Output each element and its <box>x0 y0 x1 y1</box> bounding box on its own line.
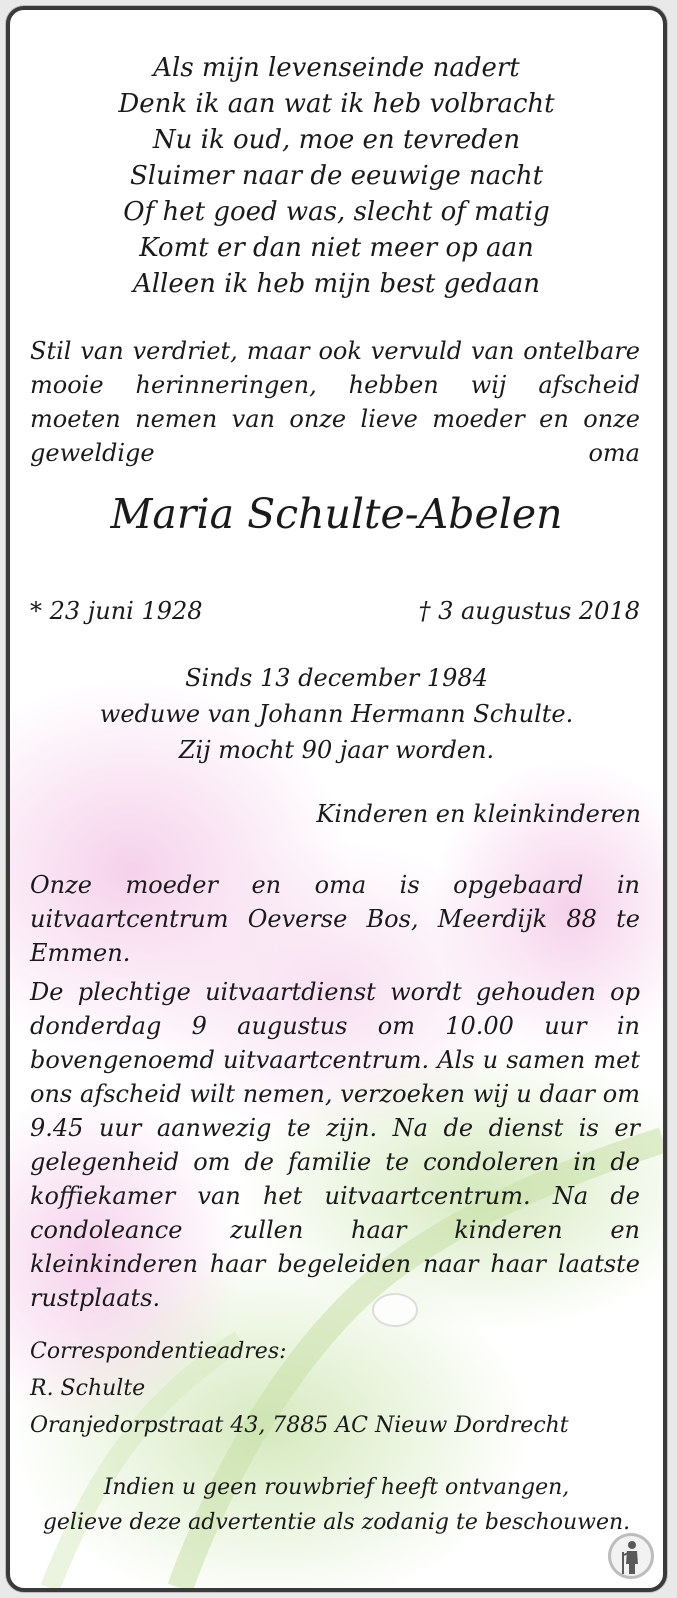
intro-text: Stil van verdriet, maar ook vervuld van ontelbare mooie herinneringen, hebben wij afscheid moeten nemen van onze lieve moeder en onze geweldige oma <box>30 337 640 467</box>
obituary-content <box>10 10 663 1588</box>
correspondence-name: R. Schulte <box>30 1376 146 1401</box>
family-signature: Kinderen en kleinkinderen <box>316 800 641 828</box>
note-line: Indien u geen rouwbrief heeft ontvangen, <box>103 1475 570 1500</box>
correspondence-address <box>30 1333 569 1444</box>
notice-note <box>10 1470 663 1540</box>
correspondence-label: Correspondentieadres: <box>30 1339 287 1364</box>
poem-line: Sluimer naar de eeuwige nacht <box>129 161 544 191</box>
birth-date: * 23 juni 1928 <box>30 597 203 625</box>
poem-line: Of het goed was, slecht of matig <box>123 197 550 227</box>
obituary-card <box>6 6 667 1592</box>
deceased-name: Maria Schulte-Abelen <box>110 490 563 538</box>
poem-line: Komt er dan niet meer op aan <box>139 233 534 263</box>
mourning-figure-icon <box>607 1532 655 1580</box>
poem <box>10 50 663 302</box>
death-date: † 3 augustus 2018 <box>418 597 640 625</box>
poem-line: Nu ik oud, moe en tevreden <box>152 125 521 155</box>
laid-out-text: Onze moeder en oma is opgebaard in uitvaartcentrum Oeverse Bos, Meerdijk 88 te Emmen. <box>30 871 640 967</box>
service-text: De plechtige uitvaartdienst wordt gehouden op donderdag 9 augustus om 10.00 uur in bovengenoemd uitvaartcentrum. Als u samen met ons afscheid wilt nemen, verzoeken wij u daar om 9.45 uur aanwezig te zijn. Na de dienst is er gelegenheid om de familie te condoleren in de koffiekamer van het uitvaartcentrum. Na de condoleance zullen haar kinderen en kleinkinderen haar begeleiden naar haar laatste rustplaats. <box>30 978 640 1312</box>
widow-info <box>10 660 663 768</box>
poem-line: Denk ik aan wat ik heb volbracht <box>118 89 555 119</box>
note-line: gelieve deze advertentie als zodanig te beschouwen. <box>42 1510 631 1535</box>
poem-line: Alleen ik heb mijn best gedaan <box>132 269 541 299</box>
poem-line: Als mijn levenseinde nadert <box>153 53 520 83</box>
widow-line: weduwe van Johann Hermann Schulte. <box>99 700 574 728</box>
widow-line: Zij mocht 90 jaar worden. <box>178 736 495 764</box>
widow-line: Sinds 13 december 1984 <box>185 664 488 692</box>
correspondence-street: Oranjedorpstraat 43, 7885 AC Nieuw Dordrecht <box>30 1413 569 1438</box>
